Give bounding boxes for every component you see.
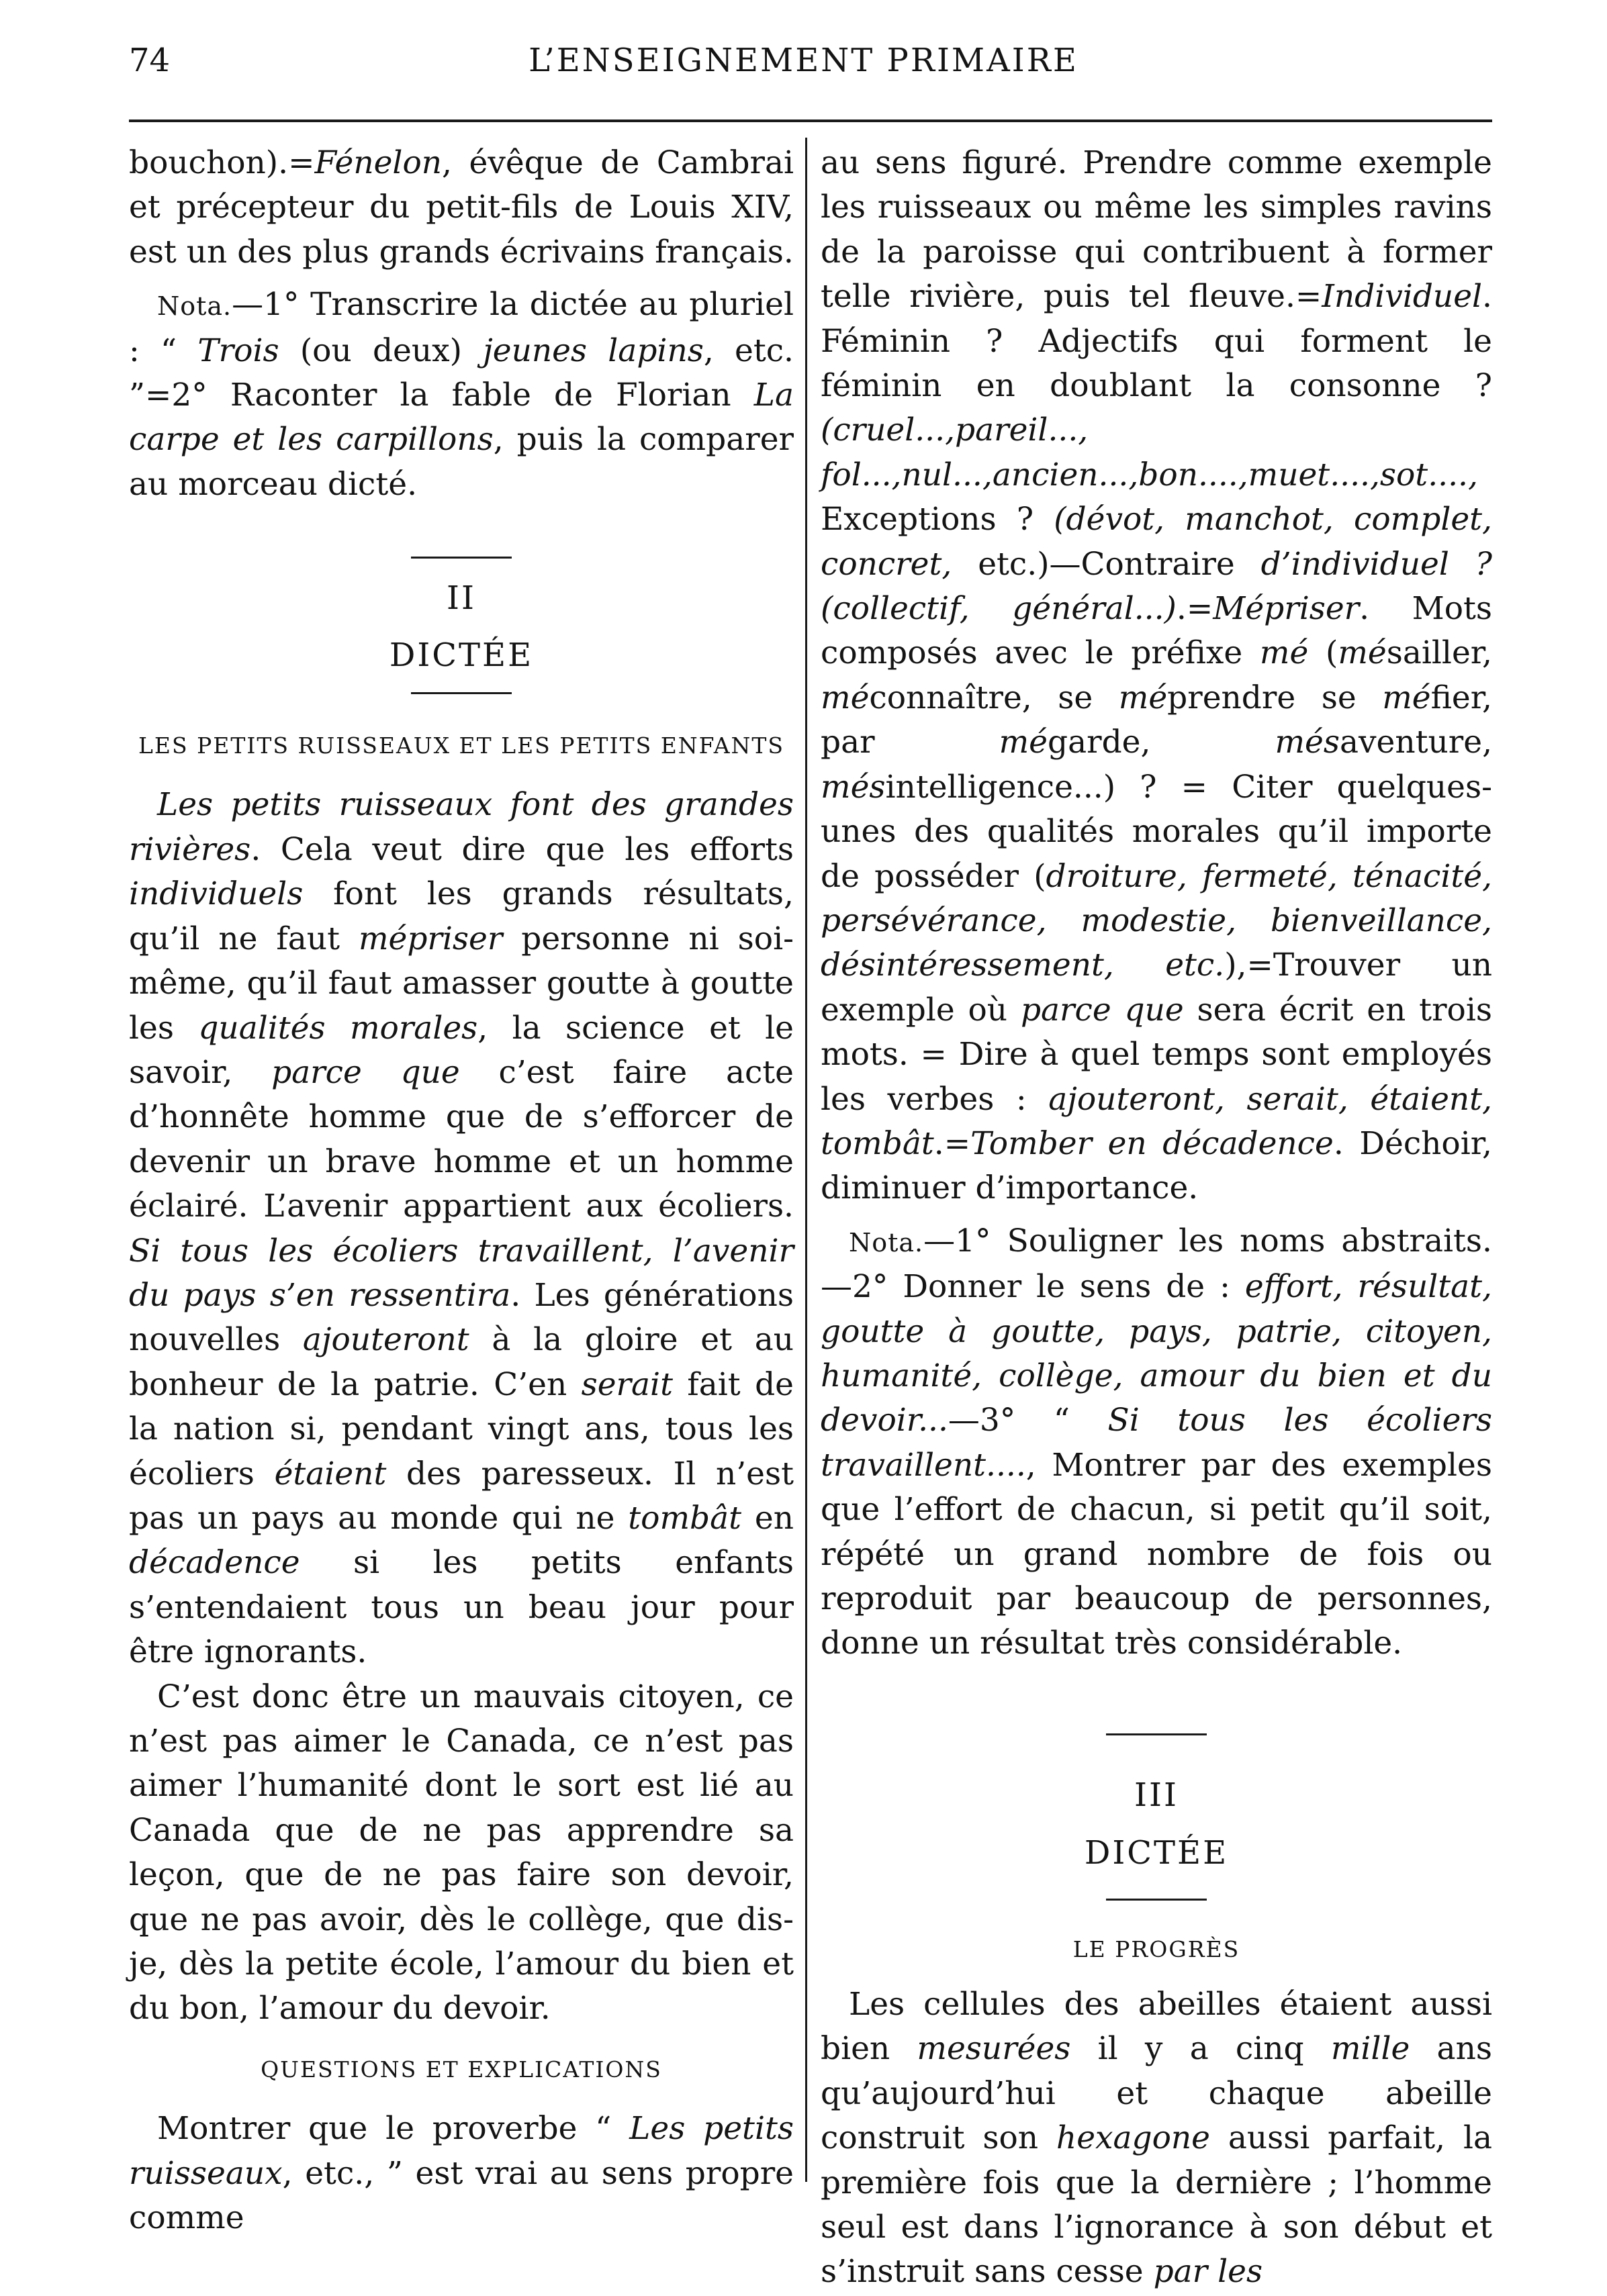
dictee-title: LE PROGRÈS [1072,1935,1240,1962]
questions-paragraph: Montrer que le proverbe “ Les petits ruisseaux, etc., ” est vrai au sens propre comme [129,2110,794,2237]
right-column [821,141,1492,2295]
section-heading: DICTÉE [1084,1834,1229,1872]
fenelon-paragraph: bouchon).=Fénelon, évêque de Cambrai et précepteur du petit-fils de Louis XIV, est un des plus grands écrivains français. [129,144,794,271]
questions-heading: QUESTIONS ET EXPLICATIONS [261,2056,662,2083]
section-rule [1106,1899,1207,1901]
dictee-paragraph: C’est donc être un mauvais citoyen, ce n’est pas aimer le Canada, ce n’est pas aimer l’humanité dont le sort est lié au Canada que de ne pas apprendre sa leçon, que de ne pas faire son devoir, que ne pas avoir, dès le collège, que dis-je, dès la petite école, l’amour du bien et du bon, l’amour du devoir. [129,1678,794,2027]
nota-paragraph: Nota.—1° Transcrire la dictée au pluriel : “ Trois (ou deux) jeunes lapins, etc. ”=2° Raconter la fable de Florian La carpe et les carpillons, puis la comparer au morceau dicté. [129,286,794,503]
column-divider [805,138,807,2182]
section-number: II [447,579,476,618]
left-column [129,141,794,2240]
section-rule [411,692,512,694]
header-rule [129,119,1492,122]
progres-paragraph: Les cellules des abeilles étaient aussi bien mesurées il y a cinq mille ans qu’aujourd’hui et chaque abeille construit son hexagone aussi parfait, la première fois que la dernière ; l’homme seul est dans l’ignorance à son début et s’instruit sans cesse par les [821,1986,1492,2291]
nota-paragraph: Nota.—1° Souligner les noms abstraits.—2° Donner le sens de : effort, résultat, goutte à goutte, pays, patrie, citoyen, humanité, collège, amour du bien et du devoir...—3° “ Si tous les écoliers travaillent...., Montrer par des exemples que l’effort de chacun, si petit qu’il soit, répété un grand nombre de fois ou reproduit par beaucoup de personnes, donne un résultat très considérable. [821,1222,1492,1662]
section-heading: DICTÉE [389,636,534,674]
explanations-paragraph: au sens figuré. Prendre comme exemple les ruisseaux ou même les simples ravins de la paroisse qui contribuent à former telle rivière, puis tel fleuve.=Individuel. Féminin ? Adjectifs qui forment le féminin en doublant la consonne ? (cruel...,pareil..., fol...,nul...,ancien...,bon....,muet....,sot...., Exceptions ? (dévot, manchot, complet, concret, etc.)—Contraire d’individuel ? (collectif, général...).=Mépriser. Mots composés avec le préfixe mé (mésailler, méconnaître, se méprendre se méfier, par mégarde, mésaventure, mésintelligence...) ? = Citer quelques-unes des qualités morales qu’il importe de posséder (droiture, fermeté, ténacité, persévérance, modestie, bienveillance, désintéressement, etc.),=Trouver un exemple où parce que sera écrit en trois mots. = Dire à quel temps sont employés les verbes : ajouteront, serait, étaient, tombât.=Tomber en décadence. Déchoir, diminuer d’importance. [821,144,1493,1207]
page-number: 74 [129,42,171,79]
section-number: III [1134,1776,1179,1814]
section-rule [1106,1733,1207,1735]
dictee-title: LES PETITS RUISSEAUX ET LES PETITS ENFANTS [138,732,785,759]
running-title: L’ENSEIGNEMENT PRIMAIRE [529,42,1078,79]
section-rule [411,557,512,559]
dictee-paragraph: Les petits ruisseaux font des grandes rivières. Cela veut dire que les efforts individuels font les grands résultats, qu’il ne faut mépriser personne ni soi-même, qu’il faut amasser goutte à goutte les qualités morales, la science et le savoir, parce que c’est faire acte d’honnête homme que de s’efforcer de devenir un brave homme et un homme éclairé. L’avenir appartient aux écoliers. Si tous les écoliers travaillent, l’avenir du pays s’en ressentira. Les générations nouvelles ajouteront à la gloire et au bonheur de la patrie. C’en serait fait de la nation si, pendant vingt ans, tous les écoliers étaient des paresseux. Il n’est pas un pays au monde qui ne tombât en décadence si les petits enfants s’entendaient tous un beau jour pour être ignorants. [129,786,794,1671]
